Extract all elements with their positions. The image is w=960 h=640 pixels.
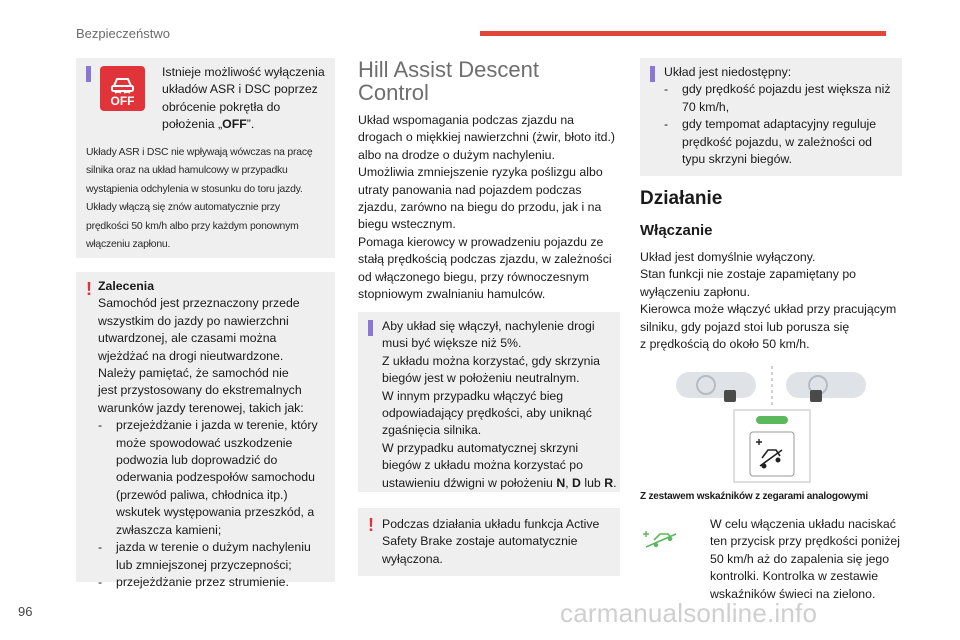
text-line: wszystkim do jazdy po nawierzchni [98,313,289,328]
text-line: kontrolki. Kontrolka w zestawie [710,569,879,584]
text-line: oderwania podzespołów samochodu [116,470,315,485]
text-line: prędkości 50 km/h albo przy każdym ponownym [86,220,299,232]
text-line: wyłączeniu zapłonu. [640,284,751,299]
text-line: wystąpienia odchylenia w stosunku do toru jazdy. [86,183,303,195]
list-item [692,516,902,603]
text-line: Układy ASR i DSC nie wpływają wówczas na pracę [86,147,313,158]
text-line: odpowiadający prędkości, aby uniknąć [382,406,592,421]
hadc-title [358,58,539,104]
recommendations-title: Zalecenia [98,279,155,293]
warning-exclamation-icon: ! [86,279,92,299]
section-title: Bezpieczeństwo [76,26,170,41]
unavailable-text [664,64,900,168]
text-line [382,475,618,492]
text-line: W celu włączenia układu naciskać [710,517,896,531]
off-value: OFF [222,117,247,132]
text-line: podwozia lub doprowadzić do [116,453,278,468]
text-line: (przewód paliwa, chłodnica itp.) [116,487,288,502]
esp-off-note [86,144,334,254]
text-line: Pomaga kierowcy w prowadzeniu pojazdu ze [358,234,604,249]
esp-off-icon [100,66,145,111]
hadc-conditions-text [382,318,618,492]
operation-heading: Działanie [640,188,723,209]
text-line: 70 km/h, [682,99,730,114]
text-line: stopniowym zwalnianiu hamulców. [358,287,546,302]
text-line: albo na drodze o dużym nachyleniu. [358,147,555,162]
watermark: carmanualsonline.info [560,598,818,628]
warning-exclamation-icon: ! [368,515,374,535]
text-line: W innym przypadku włączyć bieg [382,388,564,403]
title-line: Control [358,80,429,105]
text-line: wskutek występowania przeszkód, a [116,505,315,520]
text-line: prędkość pojazdu, w zależności od [682,134,873,149]
instrument-panel-drawing [672,362,872,486]
gear-r: R [604,475,614,490]
activation-subheading: Włączanie [640,222,713,239]
text-line: biegu wstecznym. [358,217,456,232]
hadc-green-indicator-icon [640,528,682,552]
text-line: jazda w terenie o dużym nachyleniu [116,540,311,555]
list-dash: - [664,82,669,97]
text-line: Istnieje możliwość wyłączenia [162,65,325,79]
recommendations-text [98,278,334,591]
text-line: układów ASR i DSC poprzez [162,82,318,97]
text-line: od włączonego biegu, przy równoczesnym [358,269,590,284]
text-span: ustawieniu dźwigni w położeniu [382,475,557,490]
text-line: przejeżdżanie przez strumienie. [116,574,289,589]
activation-step [692,516,902,603]
text-line: Podczas działania układu funkcja Active [382,517,600,531]
hadc-car-descent-icon [640,528,682,552]
text-line: wyłączona. [382,551,443,566]
text-span: . [613,475,617,490]
list-item [98,539,334,574]
text-line: Układ jest domyślnie wyłączony. [640,250,816,264]
text-line: Stan funkcji nie zostaje zapamiętany po [640,267,857,282]
illustration-caption: Z zestawem wskaźników z zegarami analogowymi [640,491,868,502]
gear-n: N [556,475,566,490]
text-span: , [565,475,573,490]
list-item [98,574,334,591]
text-line: Z układu można korzystać, gdy skrzynia [382,353,601,368]
list-dash: - [664,117,669,132]
text-line: biegów jest w położeniu neutralnym. [382,371,580,386]
text-line: 50 km/h aż do zapalenia się jego [710,551,890,566]
text-line: silnika oraz na układ hamulcowy w przypadku [86,165,288,177]
text-line: utraty panowania nad pojazdem podczas [358,182,582,197]
text-line: stałą prędkością podczas zjazdu, w zależności [358,252,612,267]
list-item [664,81,900,116]
text-span: lub [580,475,605,490]
info-bar-icon [86,66,91,82]
list-item [664,116,900,168]
off-icon-label: OFF [110,94,135,108]
text-line: warunków jazdy terenowej, takich jak: [98,400,304,415]
list-item [98,417,334,539]
text-line: gdy prędkość pojazdu jest większa niż [682,82,891,97]
text-line: jest przystosowany do ekstremalnych [98,383,302,398]
hadc-description [358,112,620,303]
text-line: przejeżdżanie i jazda w terenie, który [116,418,318,433]
text-line: Safety Brake zostaje automatycznie [382,534,578,549]
text-line: utwardzonej, ale czasami można [98,331,277,346]
text-line: drogach o miękkiej nawierzchni (żwir, błoto itd.) [358,130,615,145]
list-dash: - [98,540,103,555]
list-dash: - [98,574,103,589]
text-line: Samochód jest przeznaczony przede [98,296,300,311]
text-line: zjazdu, zarówno na biegu do przodu, jak i na [358,200,602,215]
text-line: ten przycisk przy prędkości poniżej [710,534,900,549]
text-line: wskaźników świeci na zielono. [710,586,876,601]
text-line: zgaśnięcia silnika. [382,423,482,438]
unavailable-title: Układ jest niedostępny: [664,65,792,79]
text-line: Układy włączą się znów automatycznie przy [86,202,280,214]
text-line: włączeniu zapłonu. [86,239,171,251]
text-line: Aby układ się włączył, nachylenie drogi [382,319,595,333]
text-line: silniku, gdy pojazd stoi lub porusza się [640,319,850,334]
text-line: typu skrzyni biegów. [682,152,793,167]
text-line: W przypadku automatycznej skrzyni [382,440,579,455]
dashboard-illustration [672,362,872,486]
top-accent-rule [480,31,886,36]
text-line: zwłaszcza kamieni; [116,522,222,537]
gear-d: D [572,475,581,490]
esp-off-text [162,64,332,134]
page-number: 96 [18,604,33,619]
text-line: Układ wspomagania podczas zjazdu na [358,113,575,127]
text-line: obrócenie pokrętła do [162,99,281,114]
text-line: z prędkością do około 50 km/h. [640,337,810,352]
text-line: lub zmniejszonej przyczepności; [116,557,292,572]
text-line: wjeżdżać na drogi nieutwardzone. [98,348,284,363]
text-span: ”. [246,117,255,132]
text-line: Należy pamiętać, że samochód nie [98,366,289,381]
text-span: położenia „ [162,117,223,132]
activation-text [640,249,902,353]
text-line: gdy tempomat adaptacyjny reguluje [682,117,877,132]
info-bar-icon [368,320,373,336]
text-line: może spowodować uszkodzenie [116,435,293,450]
list-dash: - [98,418,103,433]
text-line: biegów z układu można korzystać po [382,458,583,473]
info-bar-icon [650,66,655,82]
active-safety-brake-text [382,516,618,568]
text-line: Umożliwia zmniejszenie ryzyka poślizgu albo [358,165,603,180]
title-line: Hill Assist Descent [358,57,539,82]
text-line: Kierowca może włączyć układ przy pracującym [640,302,897,317]
text-line [162,116,332,133]
text-line: musi być większe niż 5%. [382,336,522,351]
